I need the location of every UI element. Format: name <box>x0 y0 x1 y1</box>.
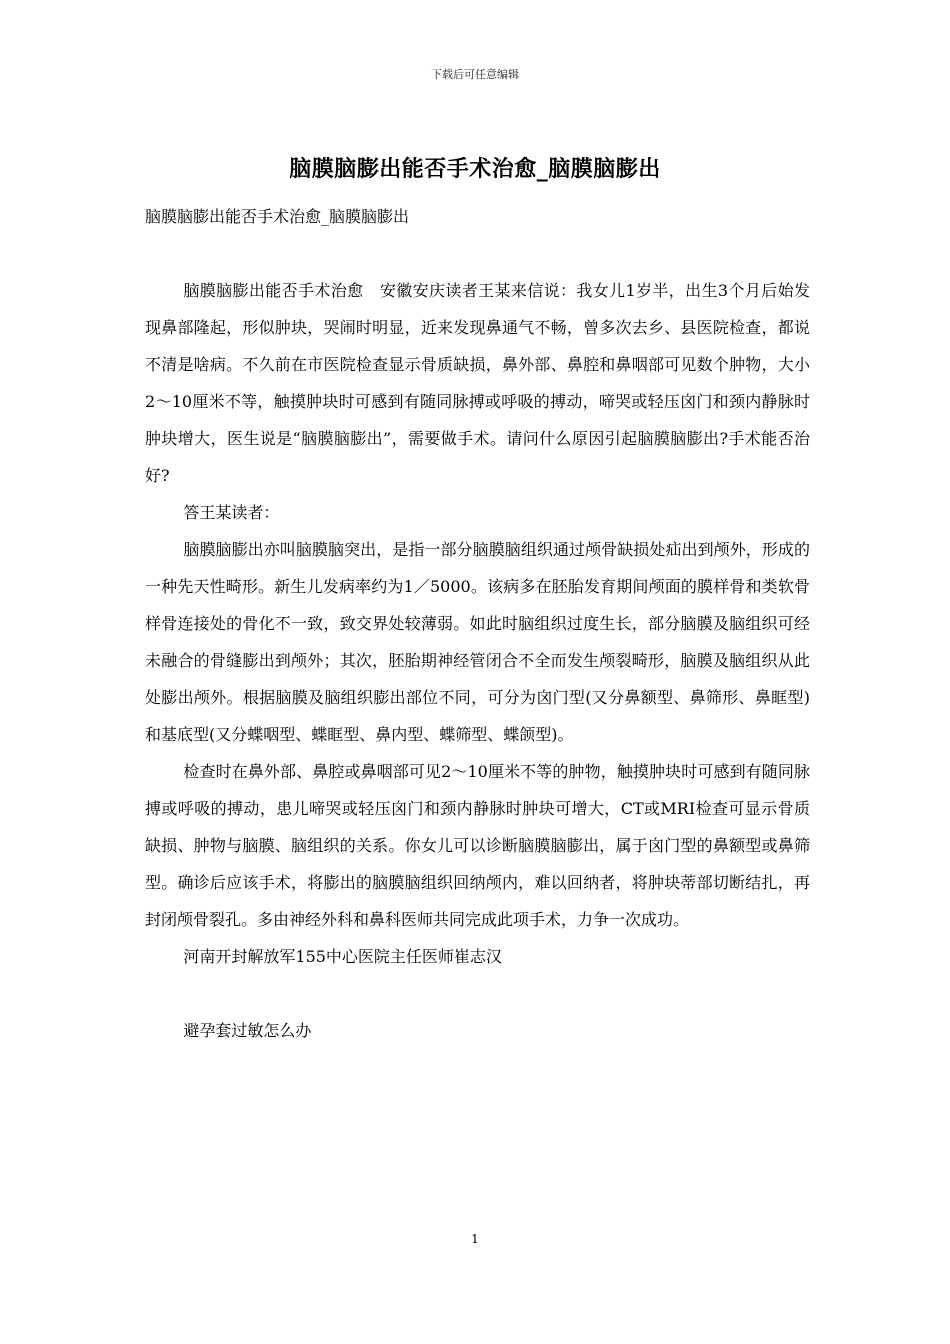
document-title: 脑膜脑膨出能否手术治愈_脑膜脑膨出 <box>289 157 661 182</box>
next-article-title: 避孕套过敏怎么办 <box>183 1021 312 1040</box>
paragraph-signature: 河南开封解放军155中心医院主任医师崔志汉 <box>183 947 502 966</box>
paragraph-letter: 脑膜脑膨出能否手术治愈 安徽安庆读者王某来信说：我女儿1岁半，出生3个月后始发现鼻部隆起，形似肿块，哭闹时明显，近来发现鼻通气不畅，曾多次去乡、县医院检查，都说不清是啥病。不久前在市医院检查显示骨质缺损，鼻外部、鼻腔和鼻咽部可见数个肿物，大小2～10厘米不等，触摸肿块时可感到有随同脉搏或呼吸的搏动，啼哭或轻压囟门和颈内静脉时肿块增大，医生说是“脑膜脑膨出”，需要做手术。请问什么原因引起脑膜脑膨出?手术能否治好? <box>145 281 810 485</box>
paragraph-diagnosis: 检查时在鼻外部、鼻腔或鼻咽部可见2～10厘米不等的肿物，触摸肿块时可感到有随同脉搏或呼吸的搏动，患儿啼哭或轻压囟门和颈内静脉时肿块可增大，CT或MRI检查可显示骨质缺损、肿物与脑膜、脑组织的关系。你女儿可以诊断脑膜脑膨出，属于囟门型的鼻额型或鼻筛型。确诊后应该手术，将膨出的脑膜脑组织回纳颅内，难以回纳者，将肿块蒂部切断结扎，再封闭颅骨裂孔。多由神经外科和鼻科医师共同完成此项手术，力争一次成功。 <box>145 762 810 929</box>
spacer <box>145 235 810 272</box>
spacer <box>145 975 810 1012</box>
paragraph-explanation: 脑膜脑膨出亦叫脑膜脑突出，是指一部分脑膜脑组织通过颅骨缺损处疝出到颅外，形成的一种先天性畸形。新生儿发病率约为1／5000。该病多在胚胎发育期间颅面的膜样骨和类软骨样骨连接处的骨化不一致，致交界处较薄弱。如此时脑组织过度生长，部分脑膜及脑组织可经未融合的骨缝膨出到颅外；其次，胚胎期神经管闭合不全而发生颅裂畸形，脑膜及脑组织从此处膨出颅外。根据脑膜及脑组织膨出部位不同，可分为囟门型(又分鼻额型、鼻筛形、鼻眶型)和基底型(又分蝶咽型、蝶眶型、鼻内型、蝶筛型、蝶颌型)。 <box>145 540 810 744</box>
paragraph-salutation: 答王某读者： <box>183 503 280 522</box>
page-header: 下载后可任意编辑 <box>431 68 519 81</box>
document-subtitle: 脑膜脑膨出能否手术治愈_脑膜脑膨出 <box>145 207 410 226</box>
page-number: 1 <box>471 1232 479 1246</box>
document-body <box>145 198 810 1049</box>
